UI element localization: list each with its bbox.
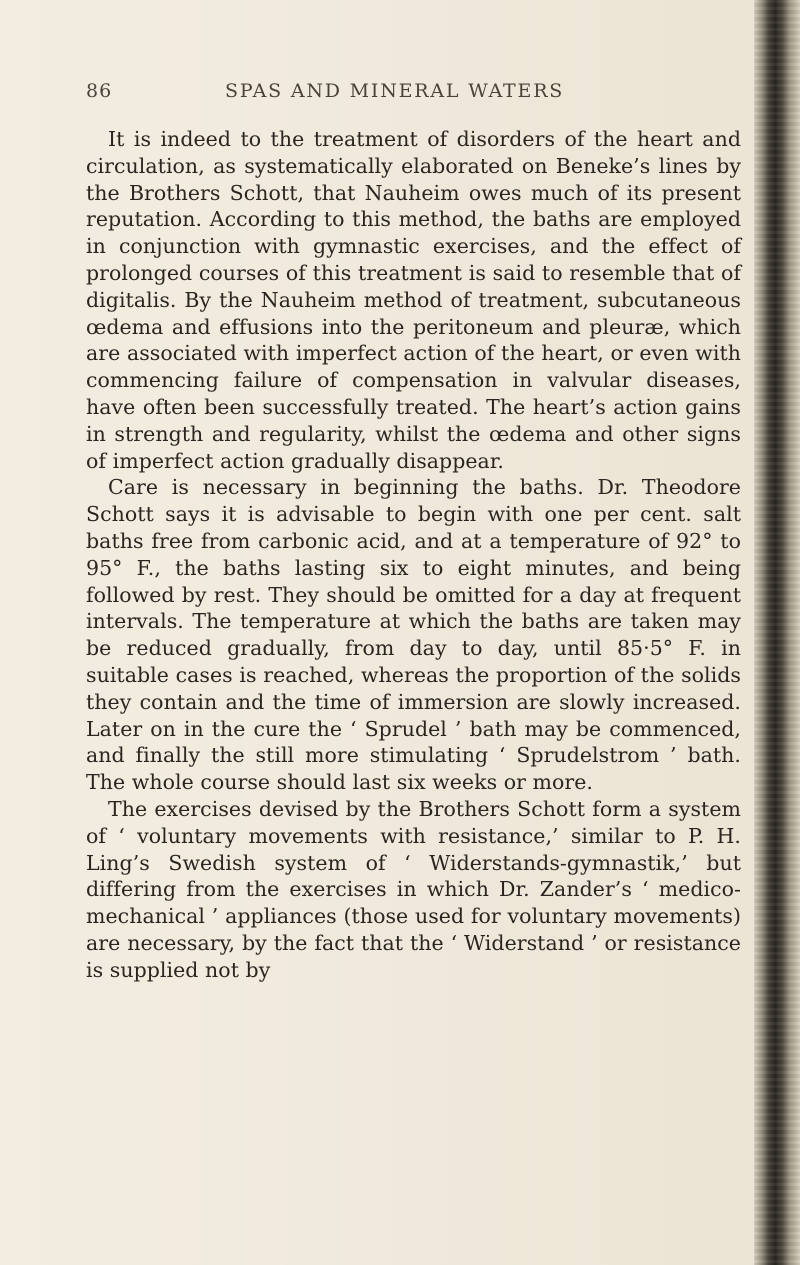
book-spine-edge [754, 0, 800, 1265]
paragraph: The exercises devised by the Brothers Schott form a system of ‘ voluntary movements with resistance,’ similar to P. H. Ling’s Swedish system of ‘ Widerstands-gymnastik,’ but differing from the exercises in which Dr. Zander’s ‘ medico-mechanical ’ appliances (those used for voluntary movements) are necessary, by the fact that the ‘ Widerstand ’ or resistance is supplied not by [86, 796, 741, 982]
running-title: SPAS AND MINERAL WATERS [225, 80, 565, 102]
page-header [86, 80, 726, 106]
paragraph: Care is necessary in beginning the baths. Dr. Theodore Schott says it is advisable to begin with one per cent. salt baths free from carbonic acid, and at a temperature of 92° to 95° F., the baths lasting six to eight minutes, and being followed by rest. They should be omitted for a day at frequent intervals. The temperature at which the baths are taken may be reduced gradually, from day to day, until 85·5° F. in suitable cases is reached, whereas the proportion of the solids they contain and the time of immersion are slowly increased. Later on in the cure the ‘ Sprudel ’ bath may be commenced, and finally the still more stimulating ‘ Sprudelstrom ’ bath. The whole course should last six weeks or more. [86, 475, 741, 795]
body-text [86, 126, 741, 1206]
paragraph: It is indeed to the treatment of disorders of the heart and circulation, as systematically elaborated on Beneke’s lines by the Brothers Schott, that Nauheim owes much of its present reputation. According to this method, the baths are employed in conjunction with gymnastic exercises, and the effect of prolonged courses of this treatment is said to resemble that of digitalis. By the Nauheim method of treatment, subcutaneous œdema and effusions into the peritoneum and pleuræ, which are associated with imperfect action of the heart, or even with commencing failure of compensation in valvular diseases, have often been successfully treated. The heart’s action gains in strength and regularity, whilst the œdema and other signs of imperfect action gradually disappear. [86, 127, 741, 473]
page-number: 86 [86, 80, 113, 102]
